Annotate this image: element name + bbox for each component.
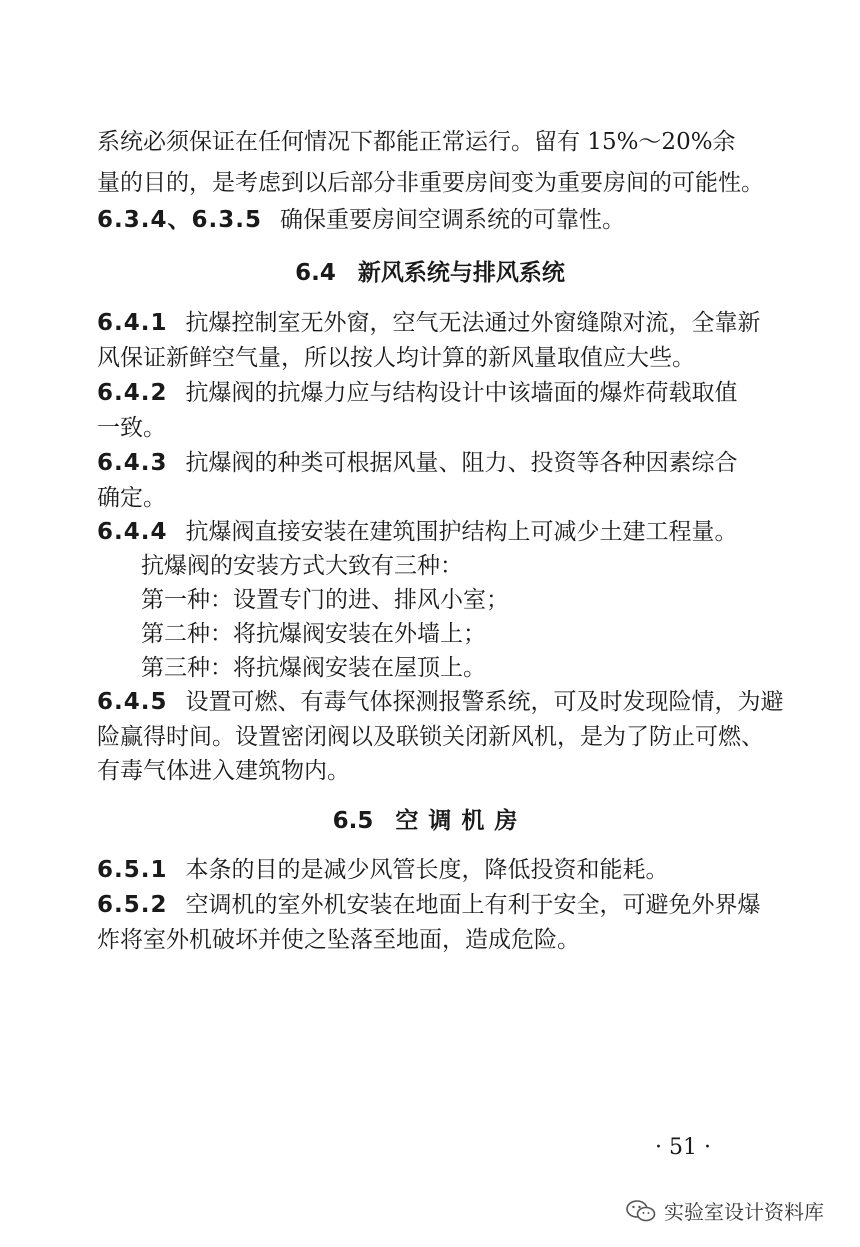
wechat-icon bbox=[626, 1199, 656, 1223]
watermark bbox=[626, 1196, 824, 1225]
paragraph-line: 一致。 bbox=[97, 415, 166, 441]
paragraph-line: 抗爆阀的安装方式大致有三种： bbox=[141, 553, 463, 579]
clause-6-5-1: 6.5.1 本条的目的是减少风管长度，降低投资和能耗。 bbox=[97, 857, 669, 883]
clause-number: 6.4.4 bbox=[97, 519, 168, 545]
clause-6-4-3: 6.4.3 抗爆阀的种类可根据风量、阻力、投资等各种因素综合 bbox=[97, 450, 738, 476]
clause-number: 6.4.1 bbox=[97, 310, 168, 336]
paragraph-line: 系统必须保证在任何情况下都能正常运行。留有 15%～20%余 bbox=[97, 129, 736, 155]
list-item: 第三种：将抗爆阀安装在屋顶上。 bbox=[141, 655, 486, 681]
clause-6-5-2: 6.5.2 空调机的室外机安装在地面上有利于安全，可避免外界爆 bbox=[97, 892, 761, 918]
clause-number: 6.4.2 bbox=[97, 380, 168, 406]
clause-6-4-5: 6.4.5 设置可燃、有毒气体探测报警系统，可及时发现险情，为避 bbox=[97, 689, 784, 715]
paragraph-line: 风保证新鲜空气量，所以按人均计算的新风量取值应大些。 bbox=[97, 345, 695, 371]
page-number: · 51 · bbox=[655, 1135, 711, 1160]
section-heading-6-4: 6.4 新风系统与排风系统 bbox=[295, 260, 565, 286]
watermark-text: 实验室设计资料库 bbox=[664, 1200, 824, 1224]
clause-6-3-4: 6.3.4、6.3.5 确保重要房间空调系统的可靠性。 bbox=[97, 207, 625, 233]
clause-6-4-4: 6.4.4 抗爆阀直接安装在建筑围护结构上可减少土建工程量。 bbox=[97, 519, 738, 545]
clause-number: 6.5.1 bbox=[97, 857, 168, 883]
clause-number: 6.4.5 bbox=[97, 689, 168, 715]
paragraph-line: 炸将室外机破坏并使之坠落至地面，造成危险。 bbox=[97, 927, 580, 953]
paragraph-line: 险赢得时间。设置密闭阀以及联锁关闭新风机，是为了防止可燃、 bbox=[97, 724, 764, 750]
paragraph-line: 有毒气体进入建筑物内。 bbox=[97, 758, 350, 784]
clause-6-4-2: 6.4.2 抗爆阀的抗爆力应与结构设计中该墙面的爆炸荷载取值 bbox=[97, 380, 738, 406]
clause-number: 6.5.2 bbox=[97, 892, 168, 918]
clause-number: 6.4.3 bbox=[97, 450, 168, 476]
paragraph-line: 量的目的，是考虑到以后部分非重要房间变为重要房间的可能性。 bbox=[97, 170, 764, 196]
list-item: 第一种：设置专门的进、排风小室； bbox=[141, 587, 509, 613]
section-heading-6-5: 6.5 空调机房 bbox=[332, 808, 528, 834]
paragraph-line: 确定。 bbox=[97, 485, 166, 511]
clause-6-4-1: 6.4.1 抗爆控制室无外窗，空气无法通过外窗缝隙对流，全靠新 bbox=[97, 310, 761, 336]
list-item: 第二种：将抗爆阀安装在外墙上； bbox=[141, 621, 486, 647]
clause-number: 6.3.4、6.3.5 bbox=[97, 207, 262, 233]
